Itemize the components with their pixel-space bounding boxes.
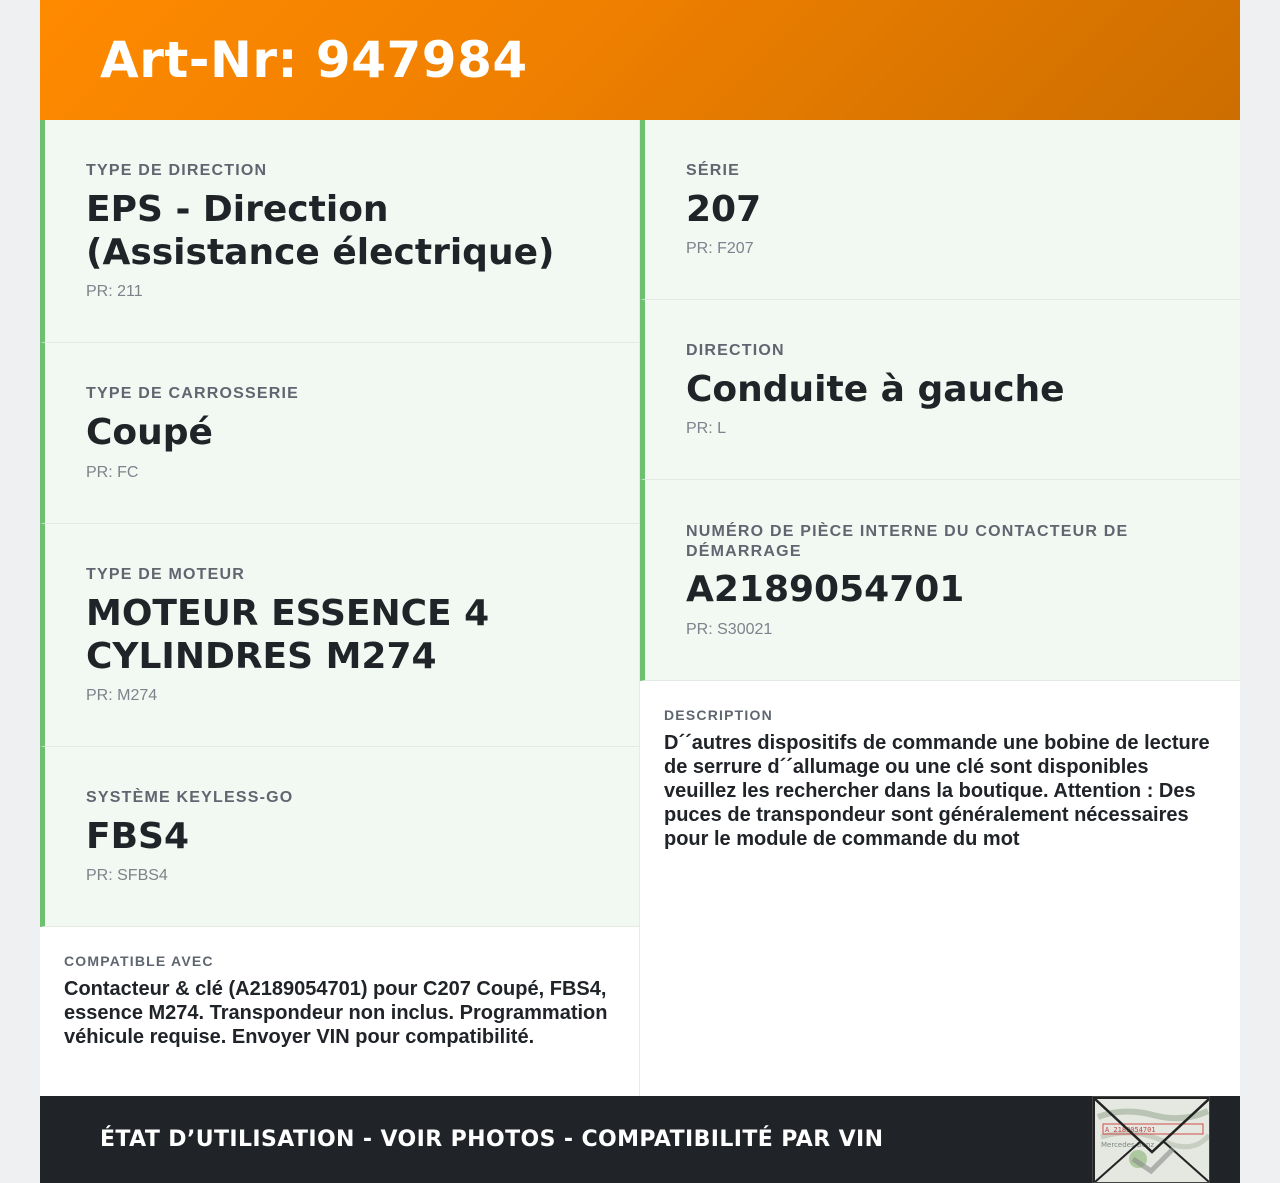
spec-pr-code: PR: SFBS4 (86, 867, 168, 884)
spec-value: A2189054701 (686, 569, 965, 610)
spec-label: SÉRIE (686, 162, 741, 179)
spec-pr-code: PR: S30021 (686, 621, 773, 638)
product-photo-thumbnail[interactable] (1092, 1096, 1210, 1183)
spec-value: 207 (686, 189, 762, 230)
article-number-title: Art-Nr: 947984 (100, 31, 528, 89)
footer-bar (40, 1096, 1240, 1183)
spec-label: DIRECTION (686, 342, 785, 359)
product-sheet (40, 0, 1240, 1183)
spec-card-keyless-go (40, 747, 639, 927)
spec-value: EPS - Direction (Assistance électrique) (86, 189, 555, 273)
compatibility-text: Contacteur & clé (A2189054701) pour C207 Coupé, FBS4, essence M274. Transpondeur non inclus. Programmation véhicule requise. Envoyer VIN pour compatibilité. (64, 978, 608, 1048)
right-column (640, 120, 1240, 1096)
description-text: D´´autres dispositifs de commande une bobine de lecture de serrure d´´allumage ou une clé sont disponibles veuillez les rechercher dans la boutique. Attention : Des puces de transpondeur sont généralement nécessaires pour le module de commande du mot (664, 732, 1210, 850)
spec-label: TYPE DE DIRECTION (86, 162, 268, 179)
spec-card-steering-type (40, 120, 639, 343)
spec-label: TYPE DE MOTEUR (86, 566, 246, 583)
spec-card-direction (640, 300, 1240, 480)
spec-value: Coupé (86, 412, 213, 453)
spec-card-engine-type (40, 524, 639, 747)
spec-label: SYSTÈME KEYLESS-GO (86, 789, 294, 806)
spec-pr-code: PR: M274 (86, 687, 158, 704)
spec-value: Conduite à gauche (686, 369, 1065, 410)
description-label: DESCRIPTION (664, 707, 773, 723)
spec-card-ignition-part-number (640, 480, 1240, 681)
spec-value: MOTEUR ESSENCE 4 CYLINDRES M274 (86, 593, 490, 677)
spec-value: FBS4 (86, 816, 190, 857)
spec-columns (40, 120, 1240, 1096)
compatibility-label: COMPATIBLE AVEC (64, 953, 214, 969)
thumbnail-brand-text: Mercedes-Benz (1101, 1141, 1155, 1149)
compatibility-block (40, 927, 639, 1096)
spec-card-body-type (40, 343, 639, 524)
footer-notice: ÉTAT D’UTILISATION - VOIR PHOTOS - COMPATIBILITÉ PAR VIN (100, 1127, 884, 1152)
description-block (640, 681, 1240, 1096)
thumbnail-part-number-text: A 2189054701 (1105, 1126, 1156, 1134)
spec-pr-code: PR: F207 (686, 240, 754, 257)
spec-pr-code: PR: 211 (86, 283, 143, 300)
spec-label: NUMÉRO DE PIÈCE INTERNE DU CONTACTEUR DE DÉMARRAGE (686, 523, 1129, 560)
spec-card-series (640, 120, 1240, 300)
spec-pr-code: PR: L (686, 420, 727, 437)
spec-pr-code: PR: FC (86, 464, 139, 481)
spec-label: TYPE DE CARROSSERIE (86, 385, 300, 402)
left-column (40, 120, 640, 1096)
photo-thumbnail-image (1093, 1097, 1210, 1183)
header-bar (40, 0, 1240, 120)
